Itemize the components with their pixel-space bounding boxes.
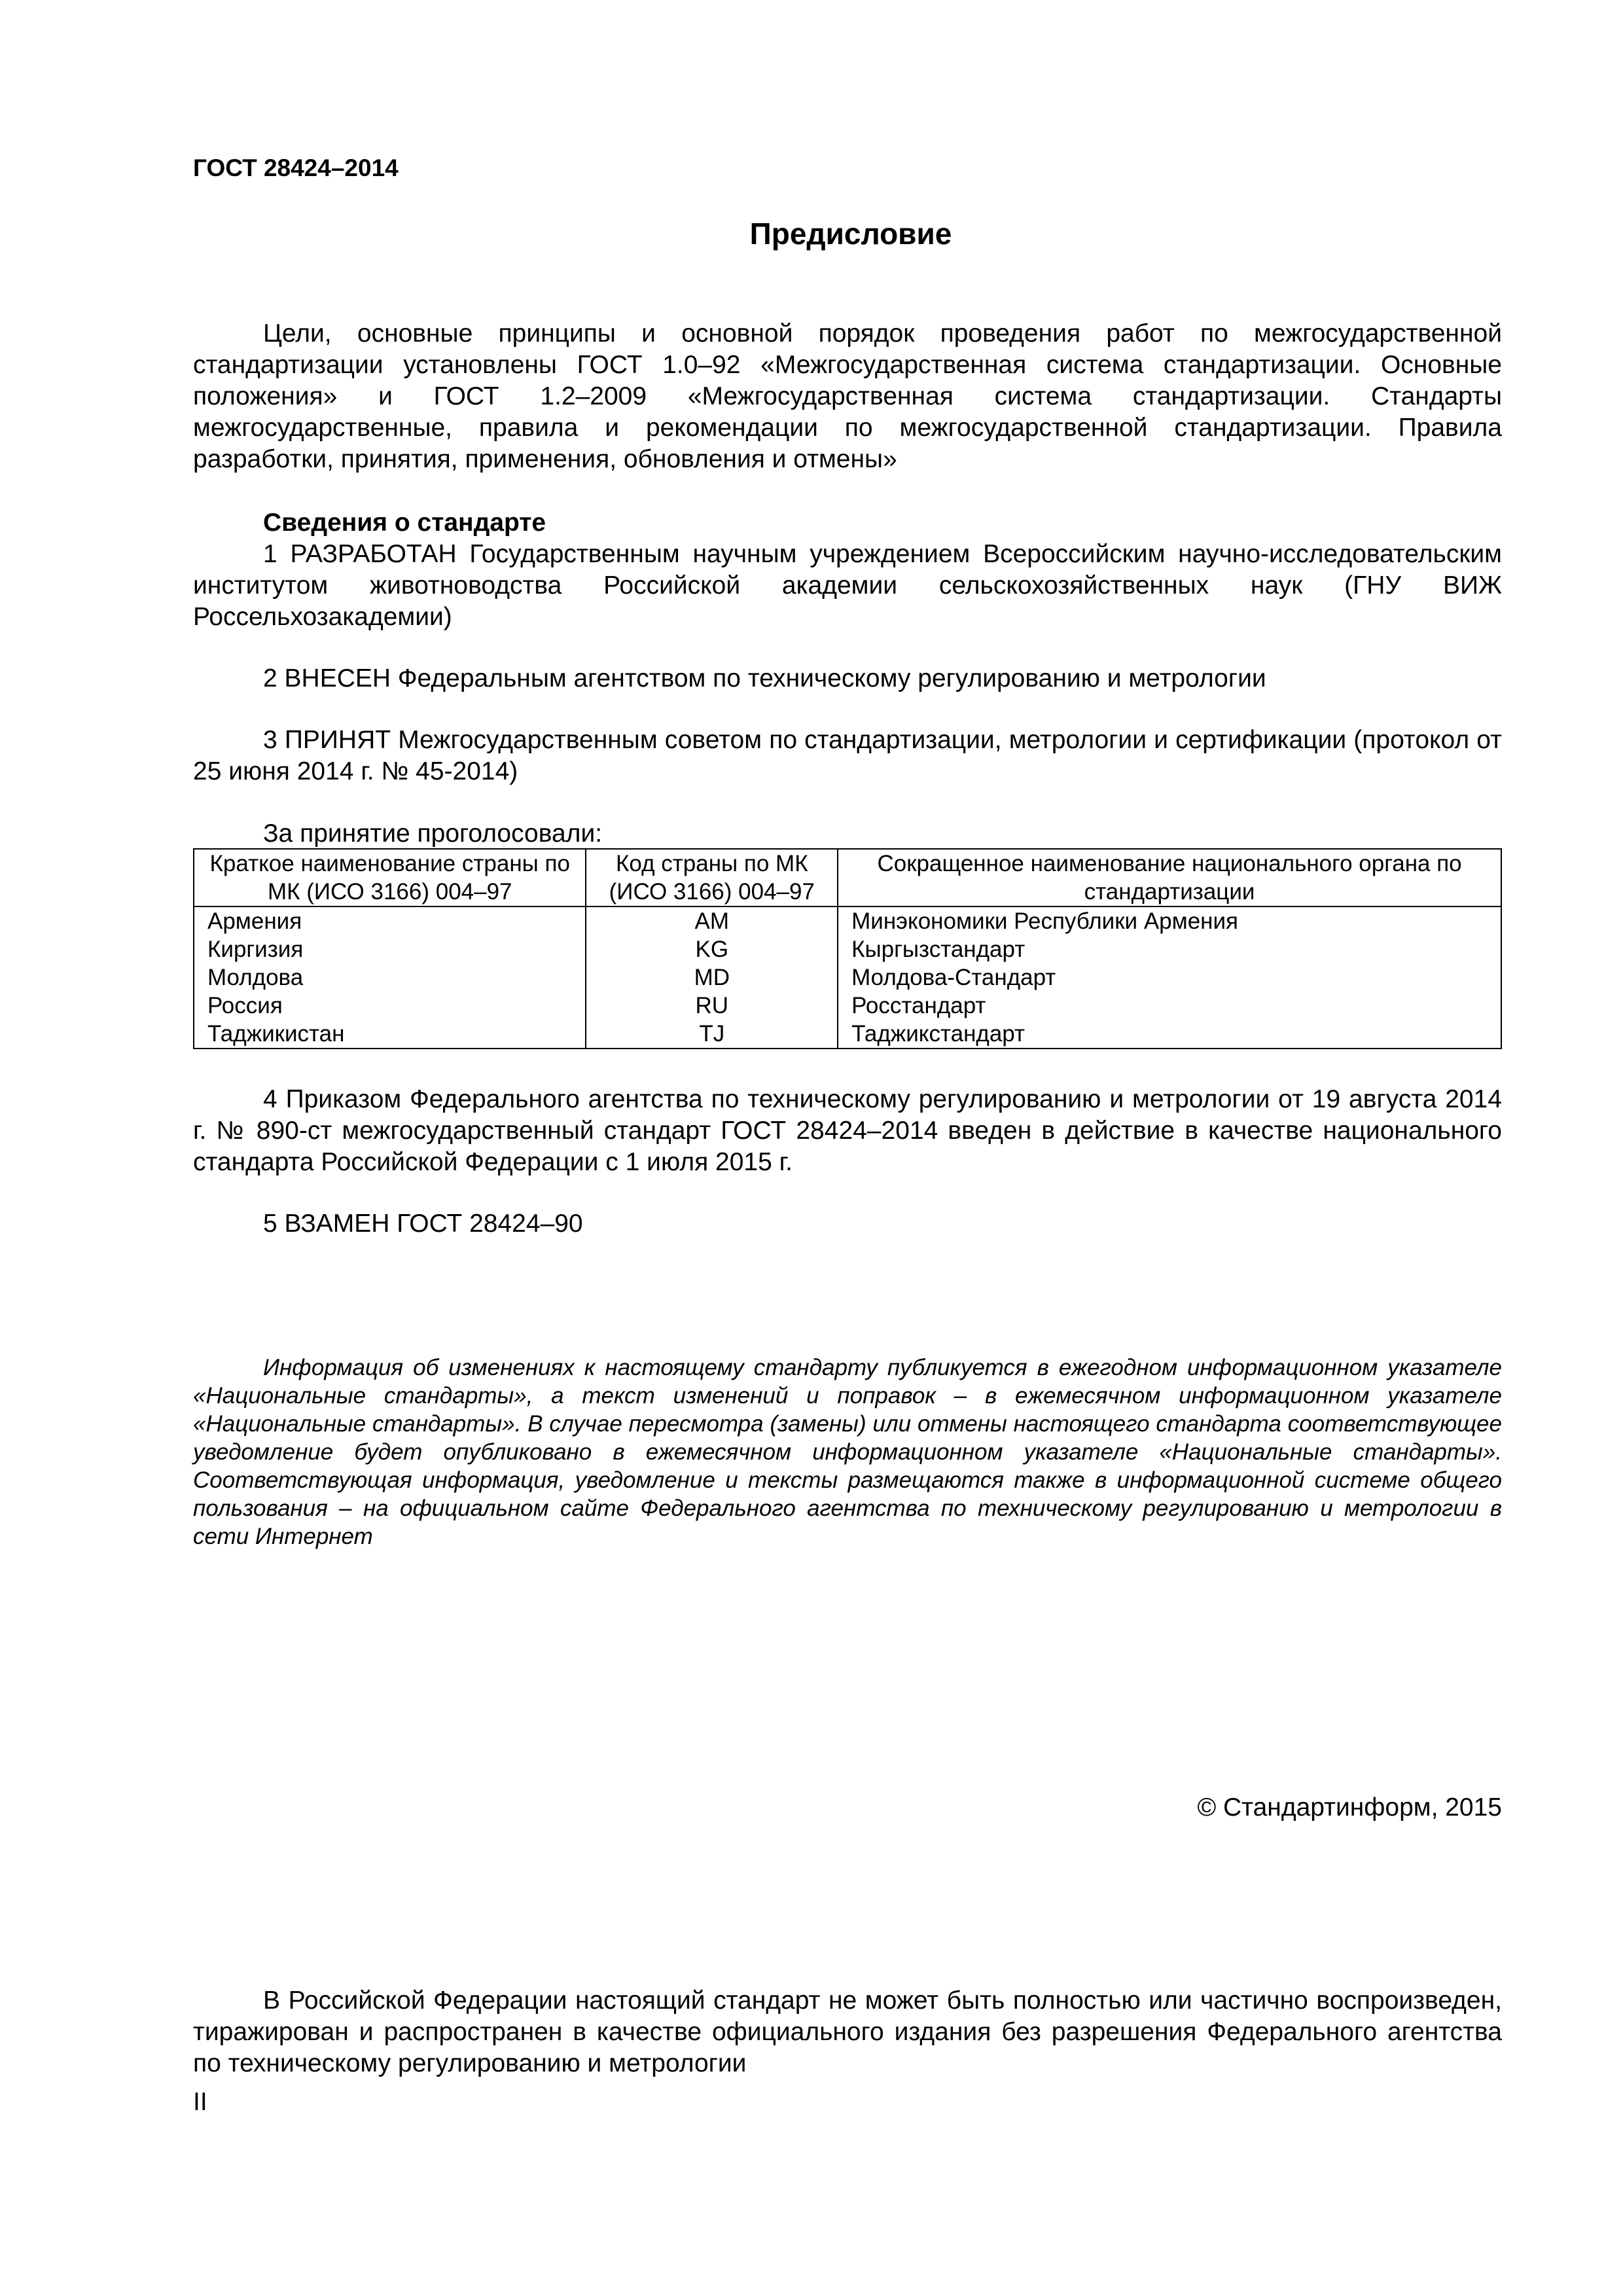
cell-body: Молдова-Стандарт bbox=[838, 963, 1501, 992]
cell-country: Молдова bbox=[194, 963, 586, 992]
document-code: ГОСТ 28424–2014 bbox=[193, 154, 399, 181]
cell-body: Кыргызстандарт bbox=[838, 935, 1501, 963]
cell-code: MD bbox=[586, 963, 838, 992]
col-header-country: Краткое наименование страны по МК (ИСО 3166) 004–97 bbox=[194, 849, 586, 906]
item-5-replaces: 5 ВЗАМЕН ГОСТ 28424–90 bbox=[263, 1210, 583, 1238]
page-title: Предисловие bbox=[749, 217, 952, 251]
copyright: © Стандартинформ, 2015 bbox=[1197, 1793, 1502, 1821]
table-row bbox=[194, 906, 1501, 935]
cell-country: Армения bbox=[194, 906, 586, 935]
cell-country: Россия bbox=[194, 992, 586, 1020]
votes-label: За принятие проголосовали: bbox=[263, 819, 603, 848]
cell-body: Росстандарт bbox=[838, 992, 1501, 1020]
table-row bbox=[194, 1020, 1501, 1049]
page-number: II bbox=[193, 2088, 207, 2116]
col-header-body: Сокращенное наименование национального органа по стандартизации bbox=[838, 849, 1501, 906]
intro-paragraph: Цели, основные принципы и основной порядок проведения работ по межгосударственной стандартизации установлены ГОСТ 1.0–92 «Межгосударственная система стандартизации. Основные положения» и ГОСТ 1.2–2009 «Межгосударственная система стандартизации. Стандарты межгосударственные, правила и рекомендации по межгосударственной стандартизации. Правила разработки, принятия, применения, обновления и отмены» bbox=[193, 319, 1502, 473]
table-row bbox=[194, 992, 1501, 1020]
cell-code: TJ bbox=[586, 1020, 838, 1049]
changes-notice: Информация об изменениях к настоящему стандарту публикуется в ежегодном информационном указателе «Национальные стандарты», а текст изменений и поправок – в ежемесячном информационном указателе «Национальные стандарты». В случае пересмотра (замены) или отмены настоящего стандарта соответствующее уведомление будет опубликовано в ежемесячном информационном указателе «Национальные стандарты». Соответствующая информация, уведомление и тексты размещаются также в информационной системе общего пользования – на официальном сайте Федерального агентства по техническому регулированию и метрологии в сети Интернет bbox=[193, 1355, 1502, 1549]
votes-table bbox=[193, 848, 1502, 1049]
cell-body: Таджикстандарт bbox=[838, 1020, 1501, 1049]
cell-body: Минэкономики Республики Армения bbox=[838, 906, 1501, 935]
cell-code: RU bbox=[586, 992, 838, 1020]
cell-country: Киргизия bbox=[194, 935, 586, 963]
cell-country: Таджикистан bbox=[194, 1020, 586, 1049]
item-4-order: 4 Приказом Федерального агентства по техническому регулированию и метрологии от 19 августа 2014 г. № 890-ст межгосударственный стандарт ГОСТ 28424–2014 введен в действие в качестве национального стандарта Российской Федерации с 1 июля 2015 г. bbox=[193, 1085, 1502, 1176]
item-3-adopted: 3 ПРИНЯТ Межгосударственным советом по стандартизации, метрологии и сертификации (протокол от 25 июня 2014 г. № 45-2014) bbox=[193, 726, 1502, 785]
item-2-introduced: 2 ВНЕСЕН Федеральным агентством по техническому регулированию и метрологии bbox=[263, 664, 1266, 692]
cell-code: KG bbox=[586, 935, 838, 963]
reproduction-notice: В Российской Федерации настоящий стандарт не может быть полностью или частично воспроизведен, тиражирован и распространен в качестве официального издания без разрешения Федерального агентства по техническому регулированию и метрологии bbox=[193, 1986, 1502, 2077]
table-row bbox=[194, 935, 1501, 963]
cell-code: AM bbox=[586, 906, 838, 935]
item-1-developed: 1 РАЗРАБОТАН Государственным научным учреждением Всероссийским научно-исследовательским институтом животноводства Российской академии сельскохозяйственных наук (ГНУ ВИЖ Россельхозакадемии) bbox=[193, 540, 1502, 631]
table-row bbox=[194, 963, 1501, 992]
col-header-code: Код страны по МК (ИСО 3166) 004–97 bbox=[586, 849, 838, 906]
table-header-row bbox=[194, 849, 1501, 906]
standard-info-heading: Сведения о стандарте bbox=[263, 509, 546, 537]
